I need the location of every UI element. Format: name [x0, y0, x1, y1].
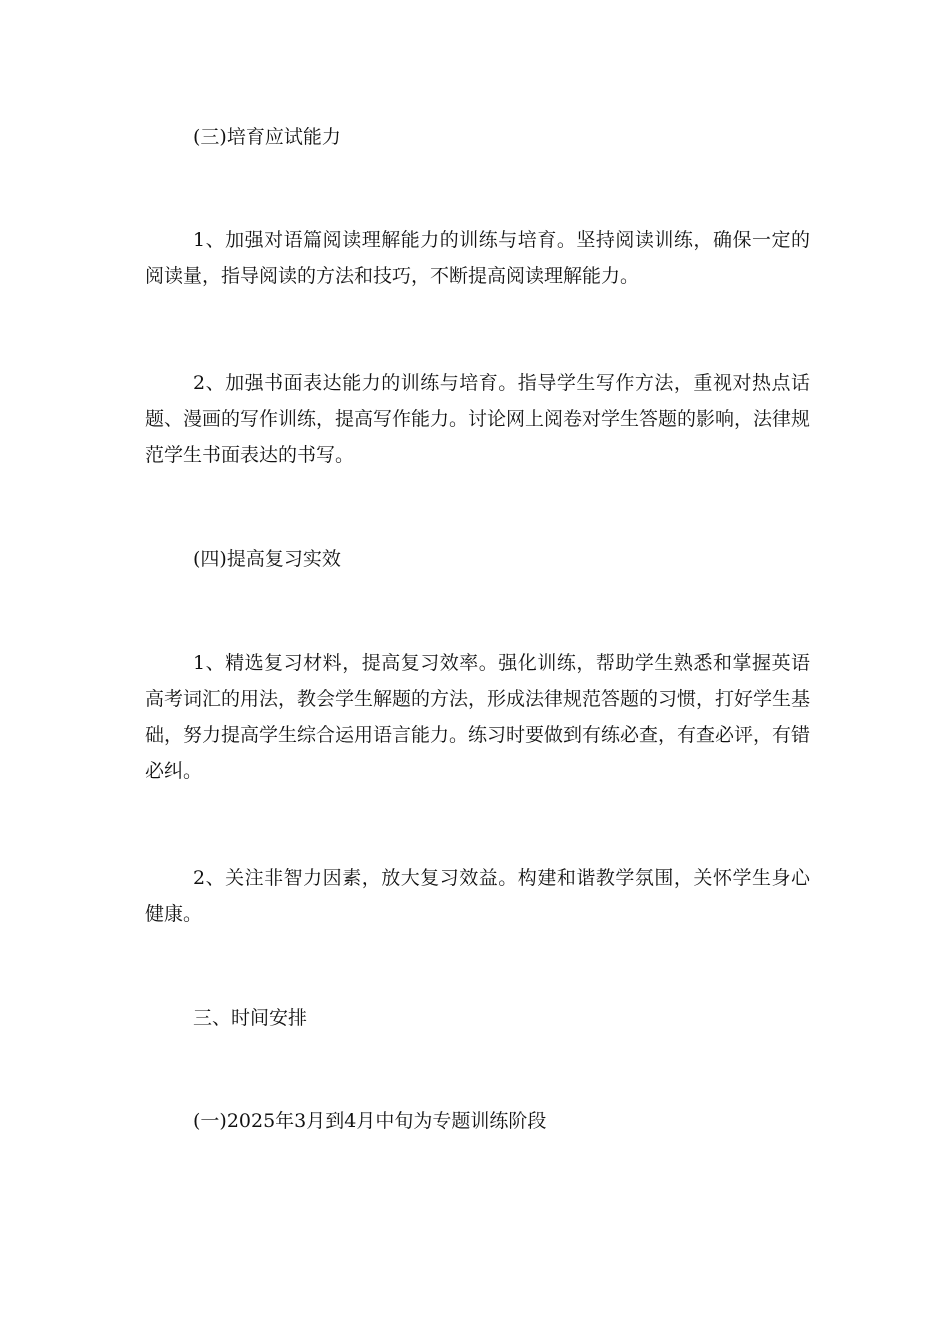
- paragraph: 2、加强书面表达能力的训练与培育。指导学生写作方法，重视对热点话题、漫画的写作训练，提高写作能力。讨论网上阅卷对学生答题的影响，法律规范学生书面表达的书写。: [145, 372, 811, 466]
- section-heading-4: (四)提高复习实效: [193, 548, 341, 570]
- paragraph: 1、加强对语篇阅读理解能力的训练与培育。坚持阅读训练，确保一定的阅读量，指导阅读的方法和技巧，不断提高阅读理解能力。: [145, 229, 810, 287]
- section-heading: 三、时间安排: [193, 1007, 308, 1029]
- section-heading-3: (三)培育应试能力: [193, 126, 341, 148]
- paragraph: 1、精选复习材料，提高复习效率。强化训练，帮助学生熟悉和掌握英语高考词汇的用法，教会学生解题的方法，形成法律规范答题的习惯，打好学生基础，努力提高学生综合运用语言能力。练习时要做到有练必查，有查必评，有错必纠。: [145, 652, 811, 782]
- sub-heading: (一)2025年3月到4月中旬为专题训练阶段: [193, 1110, 547, 1132]
- paragraph: 2、关注非智力因素，放大复习效益。构建和谐教学氛围，关怀学生身心健康。: [145, 867, 810, 925]
